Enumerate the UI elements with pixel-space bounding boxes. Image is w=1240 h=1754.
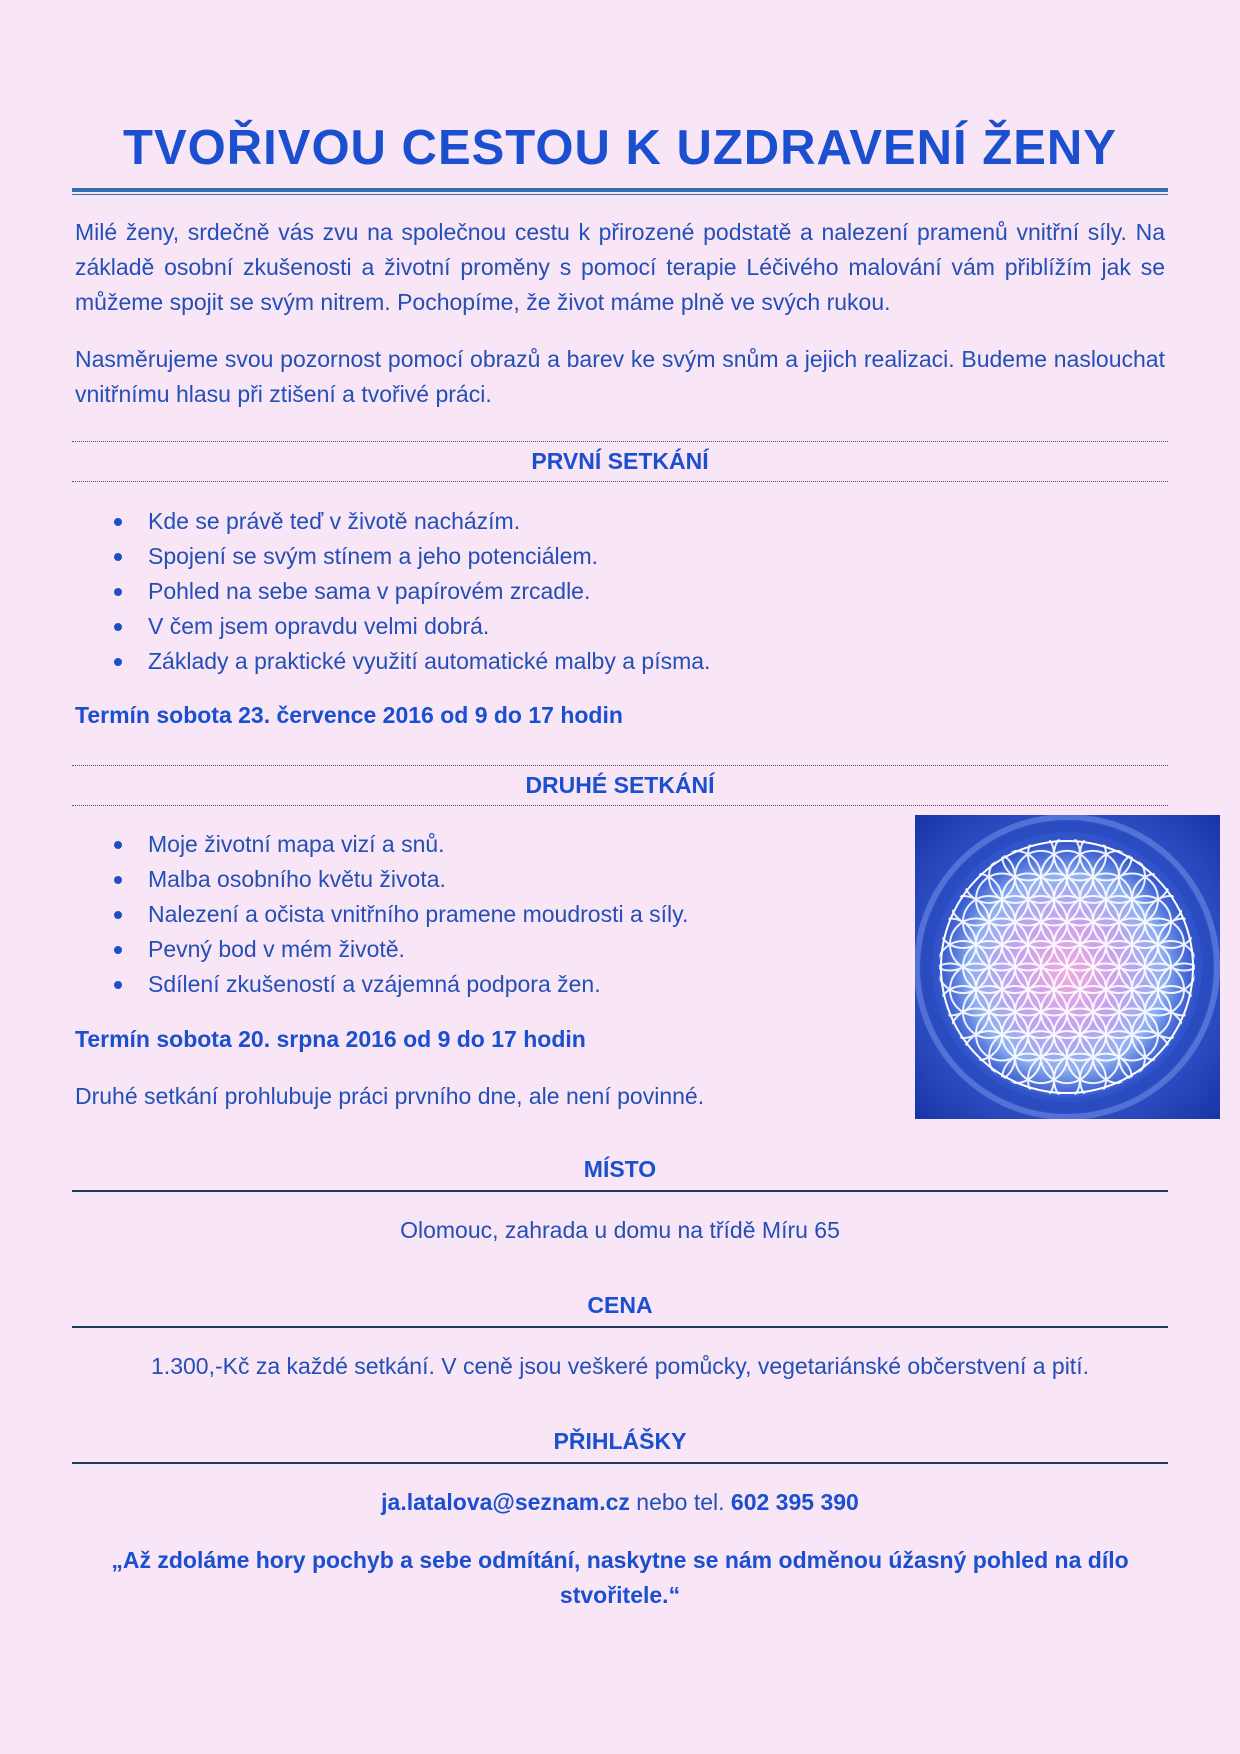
contact-line	[72, 1489, 1168, 1516]
list-item: Základy a praktické využití automatické malby a písma.	[114, 644, 710, 679]
list-item: Kde se právě teď v životě nacházím.	[114, 504, 710, 539]
list-item: Pevný bod v mém životě.	[114, 932, 688, 967]
price-divider	[72, 1326, 1168, 1328]
signup-heading: PŘIHLÁŠKY	[553, 1428, 687, 1454]
second-meeting-header	[72, 765, 1168, 806]
list-item: Pohled na sebe sama v papírovém zrcadle.	[114, 574, 710, 609]
email-link[interactable]: ja.latalova@seznam.cz	[381, 1489, 630, 1515]
list-item: Sdílení zkušeností a vzájemná podpora žen.	[114, 967, 688, 1002]
page-title: TVOŘIVOU CESTOU K UZDRAVENÍ ŽENY	[123, 121, 1117, 175]
title-underline	[72, 188, 1168, 195]
list-item: Nalezení a očista vnitřního pramene moudrosti a síly.	[114, 897, 688, 932]
list-item: Spojení se svým stínem a jeho potenciálem.	[114, 539, 710, 574]
second-meeting-heading: DRUHÉ SETKÁNÍ	[525, 772, 715, 798]
list-item: V čem jsem opravdu velmi dobrá.	[114, 609, 710, 644]
first-meeting-date: Termín sobota 23. července 2016 od 9 do 17 hodin	[75, 702, 623, 728]
contact-separator: nebo tel.	[629, 1489, 731, 1515]
flower-of-life-painting-icon	[915, 815, 1220, 1119]
place-heading: MÍSTO	[583, 1156, 657, 1182]
intro-paragraph-2: Nasměrujeme svou pozornost pomocí obrazů a barev ke svým snům a jejich realizaci. Budeme naslouchat vnitřnímu hlasu při ztišení a tvořivé práci.	[75, 346, 1165, 407]
intro-paragraph-1: Milé ženy, srdečně vás zvu na společnou cestu k přirozené podstatě a nalezení pramenů vnitřní síly. Na základě osobní zkušenosti a životní proměny s pomocí terapie Léčivého malování vám přiblížím jak se můžeme spojit se svým nitrem. Pochopíme, že život máme plně ve svých rukou.	[75, 219, 1165, 315]
second-meeting-note: Druhé setkání prohlubuje práci prvního dne, ale není povinné.	[75, 1083, 705, 1109]
place-text: Olomouc, zahrada u domu na třídě Míru 65	[400, 1217, 840, 1243]
phone-number[interactable]: 602 395 390	[730, 1489, 859, 1515]
list-item: Malba osobního květu života.	[114, 862, 688, 897]
price-heading: CENA	[587, 1292, 653, 1318]
second-meeting-list	[114, 827, 688, 1002]
place-divider	[72, 1190, 1168, 1192]
list-item: Moje životní mapa vizí a snů.	[114, 827, 688, 862]
first-meeting-header	[72, 441, 1168, 482]
closing-quote: „Až zdoláme hory pochyb a sebe odmítání, naskytne se nám odměnou úžasný pohled na dílo stvořitele.“	[111, 1547, 1129, 1608]
second-meeting-date: Termín sobota 20. srpna 2016 od 9 do 17 hodin	[75, 1026, 586, 1052]
price-text: 1.300,-Kč za každé setkání. V ceně jsou veškeré pomůcky, vegetariánské občerstvení a pití.	[151, 1353, 1089, 1379]
first-meeting-heading: PRVNÍ SETKÁNÍ	[531, 448, 709, 474]
first-meeting-list	[114, 504, 710, 679]
signup-divider	[72, 1462, 1168, 1464]
